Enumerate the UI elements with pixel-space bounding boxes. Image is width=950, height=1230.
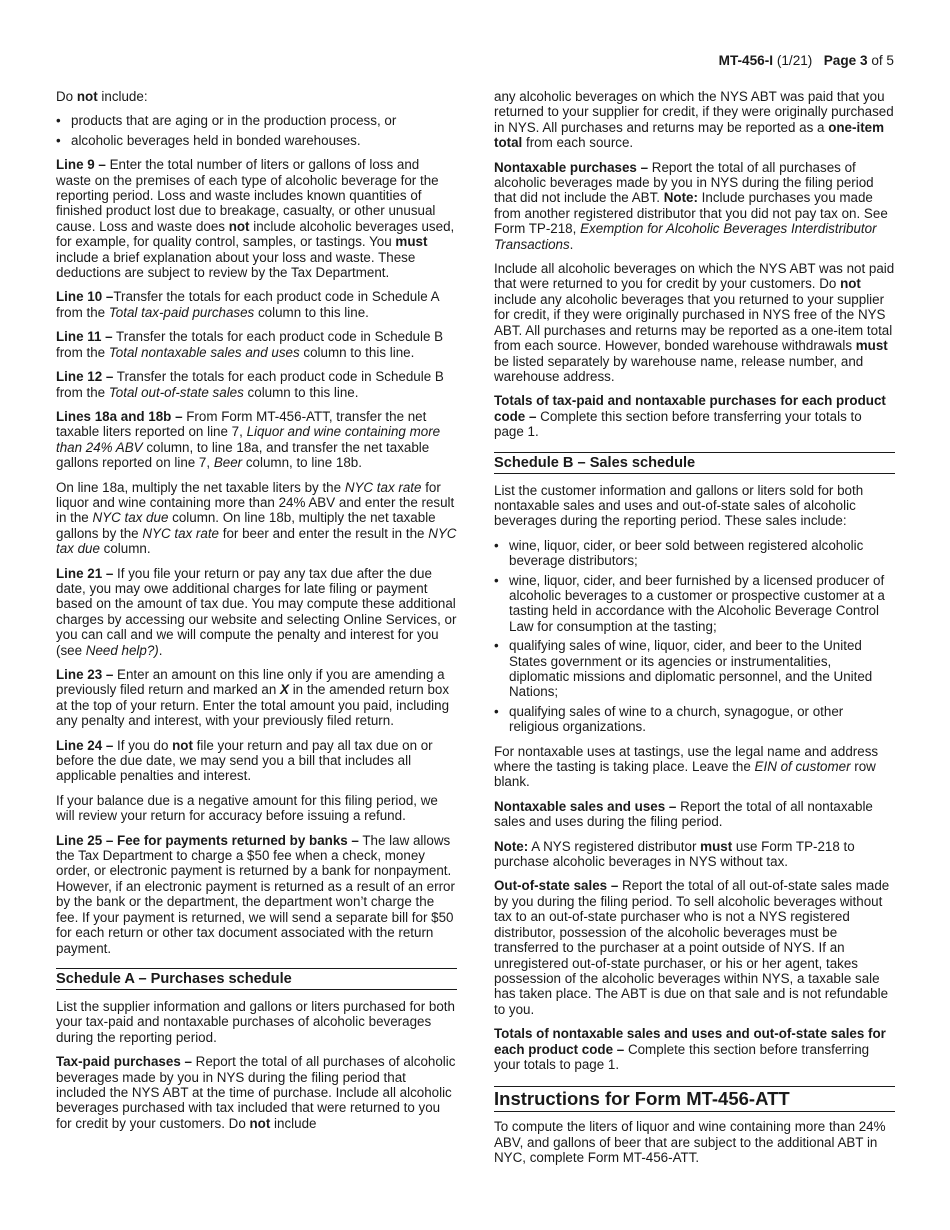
schedule-b-intro: List the customer information and gallons or liters sold for both nontaxable sales and uses and out-of-state sales of alcoholic beverages during the reporting period. These sales include: bbox=[494, 482, 864, 529]
schedule-b-heading: Schedule B – Sales schedule bbox=[494, 452, 895, 474]
tax-paid-continuation: any alcoholic beverages on which the NYS ABT was paid that you returned to your supplier for credit, if they were originally purchased in NYS. All purchases and returns may be reported as a one-item total from each source. bbox=[494, 89, 894, 151]
nontaxable-sales-paragraph: Nontaxable sales and uses – Report the total of all nontaxable sales and uses during the filing period. bbox=[494, 798, 873, 830]
line-25-instructions: Line 25 – Fee for payments returned by banks – The law allows the Tax Department to charge a $50 fee when a check, money order, or electronic payment is returned by a bank for nonpayment. However, if an electronic payment is returned as a result of an error by the bank or the department, the department won’t charge the fee. If your payment is returned, we will send a separate bill for $50 for each return or other tax document associated with the return payment. bbox=[56, 832, 455, 956]
left-column bbox=[56, 89, 457, 1140]
exclusion-list bbox=[56, 113, 457, 148]
page-total: of 5 bbox=[871, 53, 894, 68]
page-label: Page bbox=[823, 53, 857, 68]
include-returns-paragraph: Include all alcoholic beverages on which the NYS ABT was not paid that were returned to you for credit by your customers. Do not include any alcoholic beverages that you returned to your supplier for credit, if they were originally purchased in NYS free of the NYS ABT. All purchases and returns may be reported as a one-item total from each source. However, bonded warehouse withdrawals must be listed separately by warehouse name, release number, and warehouse address. bbox=[494, 261, 895, 384]
sales-totals-paragraph: Totals of nontaxable sales and uses and out-of-state sales for each product code – Complete this section before transferring your totals to page 1. bbox=[494, 1026, 886, 1072]
nyc-tax-paragraph: On line 18a, multiply the net taxable liters by the NYC tax rate for liquor and wine containing more than 24% ABV and enter the result in the NYC tax due column. On line 18b, multiply the net taxable gallons by the NYC tax rate for beer and enter the result in the NYC tax due column. bbox=[56, 479, 457, 557]
form-date: (1/21) bbox=[776, 53, 813, 68]
line-12-instructions: Line 12 – Transfer the totals for each product code in Schedule B from the Total out-of-state sales column to this line. bbox=[56, 369, 444, 400]
nontaxable-purchases-paragraph: Nontaxable purchases – Report the total of all purchases of alcoholic beverages made by you in NYS during the filing period that did not include the ABT. Note: Include purchases you made from another registered distributor that you did not pay tax on. See Form TP-218, Exemption for Alcoholic Beverages Interdistributor Transactions. bbox=[494, 159, 888, 252]
schedule-a-heading: Schedule A – Purchases schedule bbox=[56, 968, 457, 990]
line-11-instructions: Line 11 – Transfer the totals for each product code in Schedule B from the Total nontaxable sales and uses column to this line. bbox=[56, 329, 444, 360]
form-number: MT-456-I bbox=[718, 53, 774, 68]
purchase-totals-paragraph: Totals of tax-paid and nontaxable purchases for each product code – Complete this section before transferring your totals to page 1. bbox=[494, 393, 886, 440]
negative-balance-paragraph: If your balance due is a negative amount for this filing period, we will review your return for accuracy before issuing a refund. bbox=[56, 792, 438, 824]
right-column bbox=[494, 89, 895, 1175]
registered-distributor-note: Note: A NYS registered distributor must use Form TP-218 to purchase alcoholic beverages in NYS without tax. bbox=[494, 838, 855, 870]
schedule-a-intro: List the supplier information and gallons or liters purchased for both your tax-paid and nontaxable purchases of alcoholic beverages during the reporting period. bbox=[56, 998, 455, 1045]
list-item: • alcoholic beverages held in bonded warehouses. bbox=[56, 133, 457, 148]
list-item: • qualifying sales of wine, liquor, cider, and beer to the United States government or its agencies or instrumentalities, diplomatic missions and diplomatic personnel, and the United Nations; bbox=[494, 638, 895, 700]
page-header bbox=[719, 53, 894, 68]
page-number: 3 bbox=[859, 53, 868, 68]
list-item: • qualifying sales of wine to a church, synagogue, or other religious organizations. bbox=[494, 704, 895, 735]
tax-paid-purchases-paragraph: Tax-paid purchases – Report the total of all purchases of alcoholic beverages made by you in NYS during the filing period that included the NYS ABT at the time of purchase. Include all alcoholic beverages purchased with tax included that were returned to you for credit by your customers. Do not include bbox=[56, 1054, 456, 1131]
lines-18a-18b-instructions: Lines 18a and 18b – From Form MT-456-ATT, transfer the net taxable liters reported on line 7, Liquor and wine containing more than 24% ABV column, to line 18a, and transfer the net taxable gallons reported on line 7, Beer column, to line 18b. bbox=[56, 408, 441, 471]
do-not-include-intro: Do not include: bbox=[56, 89, 148, 104]
mt-456-att-heading: Instructions for Form MT-456-ATT bbox=[494, 1086, 895, 1112]
mt-456-att-instructions: To compute the liters of liquor and wine containing more than 24% ABV, and gallons of beer that are subject to the additional ABT in NYC, complete Form MT-456-ATT. bbox=[494, 1119, 886, 1166]
line-9-instructions: Line 9 – Enter the total number of liters or gallons of loss and waste on the premises of each type of alcoholic beverage for the reporting period. Loss and waste includes known quantities of finished product lost due to breakage, casualty, or other unusual cause. Loss and waste does not include alcoholic beverages used, for example, for quality control, samples, or tastings. You must include a brief explanation about your loss and waste. These deductions are subject to review by the Tax Department. bbox=[56, 157, 455, 281]
out-of-state-sales-paragraph: Out-of-state sales – Report the total of all out-of-state sales made by you during the filing period. To sell alcoholic beverages without tax to an out-of-state purchaser who is not a NYS registered distributor, possession of the alcoholic beverages must be transferred to the purchaser at a point outside of NYS. If an unregistered out-of-state purchaser, or his or her agent, takes possession of the alcoholic beverages within NYS, a taxable sale has taken place. The ABT is due on that sale and is not refundable to you. bbox=[494, 878, 890, 1017]
line-24-instructions: Line 24 – If you do not file your return and pay all tax due on or before the due date, we may send you a bill that includes all applicable penalties and interest. bbox=[56, 737, 433, 784]
sales-list bbox=[494, 538, 895, 735]
tastings-paragraph: For nontaxable uses at tastings, use the legal name and address where the tasting is taking place. Leave the EIN of customer row blank. bbox=[494, 743, 879, 790]
line-10-instructions: Line 10 –Transfer the totals for each product code in Schedule A from the Total tax-paid purchases column to this line. bbox=[56, 289, 439, 320]
list-item: • products that are aging or in the production process, or bbox=[56, 113, 457, 128]
list-item: • wine, liquor, cider, and beer furnished by a licensed producer of alcoholic beverages to a customer or prospective customer at a tasting held in accordance with the Alcoholic Beverage Control Law for consumption at the tasting; bbox=[494, 573, 895, 635]
list-item: • wine, liquor, cider, or beer sold between registered alcoholic beverage distributors; bbox=[494, 538, 895, 569]
line-21-instructions: Line 21 – If you file your return or pay any tax due after the due date, you may owe additional charges for late filing or payment based on the amount of tax due. You may compute these additional charges by accessing our website and selecting Online Services, or you can call and we will compute the penalty and interest for you (see Need help?). bbox=[56, 565, 457, 658]
line-23-instructions: Line 23 – Enter an amount on this line only if you are amending a previously filed return and marked an X in the amended return box at the top of your return. Enter the total amount you paid, including any penalty and interest, with your previously filed return. bbox=[56, 667, 450, 729]
